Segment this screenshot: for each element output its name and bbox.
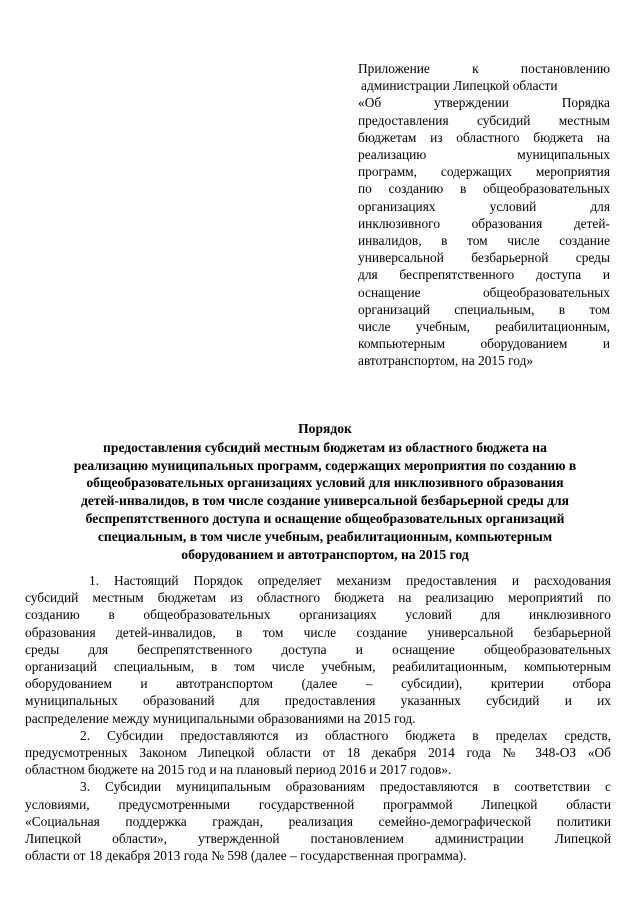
paragraph-1-line: среды для беспрепятственного доступа и оснащение общеобразовательных [25, 641, 611, 657]
appendix-line: компьютерным оборудованием и [358, 336, 610, 352]
paragraph-1-line: организаций специальным, в том числе учебным, реабилитационным, компьютерным [25, 659, 611, 675]
paragraph-1-line: субсидий местным бюджетам из областного бюджета на реализацию мероприятий по [25, 590, 611, 606]
paragraph-3-line: области от 18 декабря 2013 года № 598 (далее – государственная программа). [25, 848, 467, 864]
paragraph-2-line: 2. Субсидии предоставляются из областного бюджета в пределах средств, [80, 727, 611, 743]
paragraph-1-line: муниципальных образований для предоставления указанных субсидий и их [25, 693, 611, 709]
appendix-line: инвалидов, в том числе создание [358, 233, 610, 249]
paragraph-3-line: Липецкой области», утвержденной постановлением администрации Липецкой [25, 831, 611, 847]
title-heading: Порядок [298, 421, 352, 436]
appendix-line: организаций специальным, в том [358, 301, 610, 317]
appendix-line: программ, содержащих мероприятия [358, 164, 610, 180]
title-line: оборудованием и автотранспортом, на 2015 год [181, 546, 469, 562]
paragraph-1-line: образования детей-инвалидов, в том числе создание универсальной безбарьерной [25, 624, 611, 640]
document-body [25, 572, 611, 864]
appendix-line: оснащение общеобразовательных [358, 284, 610, 300]
appendix-block [358, 60, 610, 370]
paragraph-3-line: условиями, предусмотренными государственной программой Липецкой области [25, 796, 611, 812]
appendix-line: реализацию муниципальных [358, 147, 610, 163]
paragraph-1-line: созданию в общеобразовательных организациях условий для инклюзивного [25, 607, 611, 623]
appendix-line: для беспрепятственного доступа и [358, 267, 610, 283]
title-line: беспрепятственного доступа и оснащение общеобразовательных организаций [85, 510, 565, 526]
appendix-line: администрации Липецкой области [361, 78, 558, 94]
appendix-line: по созданию в общеобразовательных [358, 181, 610, 197]
paragraph-1-line: 1. Настоящий Порядок определяет механизм предоставления и расходования [89, 573, 611, 588]
appendix-line: бюджетам из областного бюджета на [358, 129, 610, 145]
appendix-line: Приложение к постановлению [358, 61, 610, 76]
paragraph-1-line: распределение между муниципальными образованиями на 2015 год. [25, 710, 416, 726]
appendix-line: универсальной безбарьерной среды [358, 250, 610, 266]
paragraph-3-line: «Социальная поддержка граждан, реализация семейно-демографической политики [25, 813, 611, 829]
paragraph-1-line: оборудованием и автотранспортом (далее – субсидии), критерии отбора [25, 676, 611, 692]
document-title [30, 420, 620, 563]
appendix-line: «Об утверждении Порядка [358, 95, 610, 111]
appendix-line: предоставления субсидий местным [358, 112, 610, 128]
title-line: специальным, в том числе учебным, реабилитационным, компьютерным [97, 528, 553, 544]
appendix-line: числе учебным, реабилитационным, [358, 319, 610, 335]
appendix-line: автотранспортом, на 2015 год» [358, 353, 534, 369]
title-line: реализацию муниципальных программ, содержащих мероприятия по созданию в [73, 457, 577, 473]
paragraph-2-line: областном бюджете на 2015 год и на плановый период 2016 и 2017 годов». [25, 762, 452, 778]
appendix-line: организациях условий для [358, 198, 610, 214]
title-line: детей-инвалидов, в том числе создание универсальной безбарьерной среды для [81, 493, 569, 509]
title-line: общеобразовательных организациях условий для инклюзивного образования [86, 475, 564, 491]
paragraph-3-line: 3. Субсидии муниципальным образованиям предоставляются в соответствии с [80, 779, 611, 795]
title-line: предоставления субсидий местным бюджетам из областного бюджета на [103, 439, 547, 455]
appendix-line: инклюзивного образования детей- [358, 215, 610, 231]
paragraph-2-line: предусмотренных Законом Липецкой области от 18 декабря 2014 года № 348-ОЗ «Об [25, 745, 611, 761]
